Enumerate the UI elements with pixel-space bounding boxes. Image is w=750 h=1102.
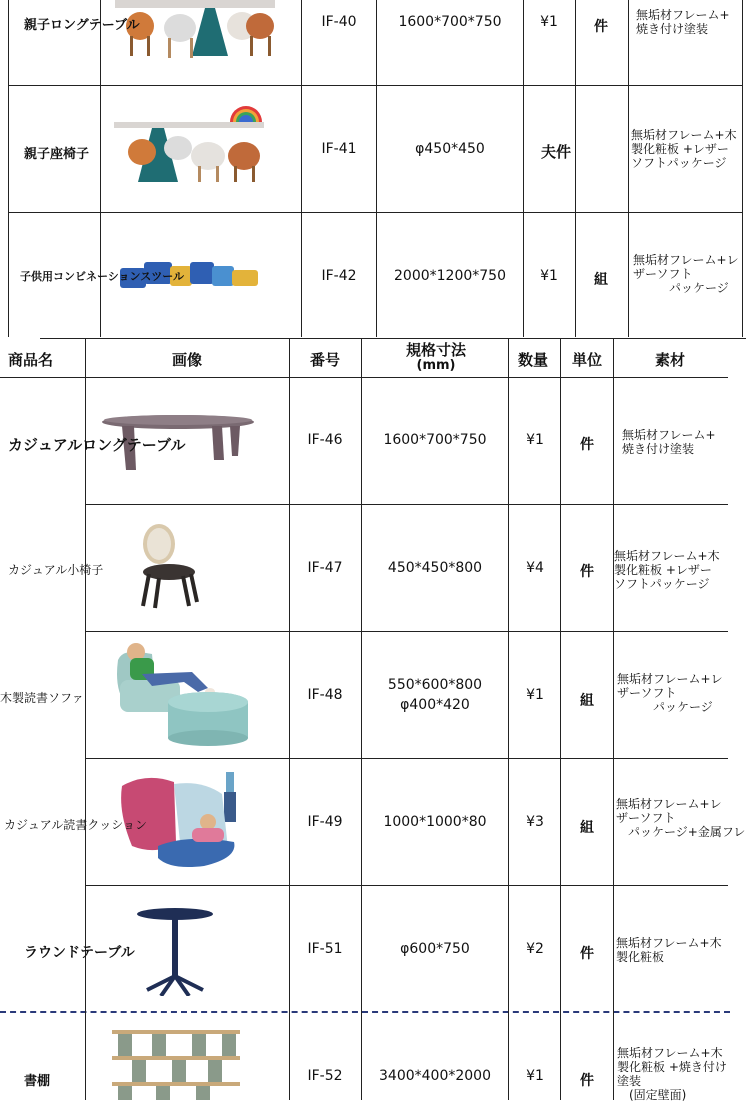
header-size: 規格寸法 bbox=[405, 341, 467, 359]
product-material: 無垢材フレーム+木 製化粧板 +レザー ソフトパッケージ bbox=[614, 549, 720, 591]
grid-line bbox=[613, 338, 614, 1100]
product-qty: ¥4 bbox=[526, 560, 544, 576]
product-name: 子供用コンビネーションスツール bbox=[20, 270, 185, 283]
grid-line bbox=[301, 0, 302, 337]
product-material: 無垢材フレーム+ 焼き付け塗装 bbox=[636, 8, 730, 36]
header-unit: 単位 bbox=[571, 351, 603, 369]
grid-line bbox=[289, 338, 290, 1100]
product-size: 450*450*800 bbox=[387, 560, 483, 576]
product-qty: ¥1 bbox=[526, 687, 544, 703]
product-size: 2000*1200*750 bbox=[394, 268, 506, 284]
product-size: 3400*400*2000 bbox=[379, 1068, 491, 1084]
product-size: 1600*700*750 bbox=[398, 14, 502, 30]
product-code: IF-42 bbox=[321, 268, 357, 284]
wooden-reading-sofa-image bbox=[112, 640, 252, 750]
product-unit: 件 bbox=[580, 1073, 594, 1089]
product-size-1: 550*600*800 bbox=[387, 677, 483, 693]
product-material: 無垢材フレーム+レ ザーソフト パッケージ bbox=[633, 253, 739, 295]
product-code: IF-40 bbox=[321, 14, 357, 30]
product-size-2: φ400*420 bbox=[400, 697, 470, 713]
grid-line bbox=[40, 338, 746, 339]
product-code: IF-46 bbox=[307, 432, 343, 448]
header-qty: 数量 bbox=[517, 351, 549, 369]
product-code: IF-41 bbox=[321, 141, 357, 157]
header-code: 番号 bbox=[309, 351, 341, 369]
dashed-divider bbox=[0, 1011, 730, 1013]
grid-line bbox=[508, 338, 509, 1100]
grid-line bbox=[560, 338, 561, 1100]
product-material: 無垢材フレーム+レ ザーソフト パッケージ+金属フレ bbox=[616, 797, 746, 839]
grid-line bbox=[0, 377, 728, 378]
grid-line bbox=[85, 758, 728, 759]
product-name: 親子座椅子 bbox=[24, 147, 90, 162]
grid-line bbox=[8, 0, 9, 337]
bookshelf-image bbox=[112, 1022, 242, 1100]
kids-seat-chair-image bbox=[112, 100, 272, 185]
product-material: 無垢材フレーム+レ ザーソフト パッケージ bbox=[617, 672, 723, 714]
grid-line bbox=[85, 504, 728, 505]
product-code: IF-49 bbox=[307, 814, 343, 830]
header-name: 商品名 bbox=[8, 351, 54, 369]
product-material: 無垢材フレーム+木 製化粧板 bbox=[616, 936, 722, 964]
product-name: 木製読書ソファ bbox=[0, 691, 84, 705]
header-size-unit: (mm) bbox=[416, 358, 456, 373]
product-name: 書棚 bbox=[24, 1074, 51, 1089]
product-name: カジュアル小椅子 bbox=[8, 563, 104, 577]
product-unit: 件 bbox=[580, 946, 594, 962]
casual-small-chair-image bbox=[135, 522, 205, 612]
product-unit: 件 bbox=[594, 19, 608, 35]
product-unit: 組 bbox=[594, 272, 608, 288]
product-unit: 組 bbox=[580, 693, 594, 709]
product-unit: 組 bbox=[580, 820, 594, 836]
grid-line bbox=[628, 0, 629, 337]
product-code: IF-47 bbox=[307, 560, 343, 576]
grid-line bbox=[8, 212, 743, 213]
product-name: カジュアルロングテーブル bbox=[8, 436, 186, 454]
product-material: 無垢材フレーム+ 焼き付け塗装 bbox=[622, 428, 716, 456]
product-material: 無垢材フレーム+木 製化粧板 +レザー ソフトパッケージ bbox=[631, 128, 737, 170]
product-size: φ450*450 bbox=[415, 141, 485, 157]
product-name: カジュアル読書クッション bbox=[4, 818, 148, 832]
grid-line bbox=[8, 85, 743, 86]
product-unit: 件 bbox=[580, 437, 594, 453]
header-material: 素材 bbox=[654, 351, 686, 369]
product-qty: ¥1 bbox=[540, 268, 558, 284]
product-qty: ¥3 bbox=[526, 814, 544, 830]
product-qty: ¥2 bbox=[526, 941, 544, 957]
product-name: 親子ロングテーブル bbox=[24, 18, 140, 33]
product-qty: ¥1 bbox=[540, 14, 558, 30]
product-code: IF-51 bbox=[307, 941, 343, 957]
product-qty: ¥1 bbox=[526, 1068, 544, 1084]
grid-line bbox=[523, 0, 524, 337]
product-qty: ¥1 bbox=[526, 432, 544, 448]
grid-line bbox=[361, 338, 362, 1100]
product-material: 無垢材フレーム+木 製化粧板 +焼き付け 塗装 (固定壁面) bbox=[617, 1046, 727, 1102]
header-image: 画像 bbox=[171, 351, 203, 369]
grid-line bbox=[85, 885, 728, 886]
product-size: 1600*700*750 bbox=[383, 432, 487, 448]
product-unit: 件 bbox=[580, 564, 594, 580]
product-size: φ600*750 bbox=[400, 941, 470, 957]
product-size: 1000*1000*80 bbox=[383, 814, 487, 830]
grid-line bbox=[376, 0, 377, 337]
grid-line bbox=[100, 0, 101, 337]
round-table-image bbox=[135, 906, 215, 996]
product-name: ラウンドテーブル bbox=[24, 945, 135, 961]
product-code: IF-48 bbox=[307, 687, 343, 703]
product-qty: 夫件 bbox=[540, 143, 572, 161]
product-code: IF-52 bbox=[307, 1068, 343, 1084]
grid-line bbox=[85, 631, 728, 632]
grid-line bbox=[575, 0, 576, 337]
